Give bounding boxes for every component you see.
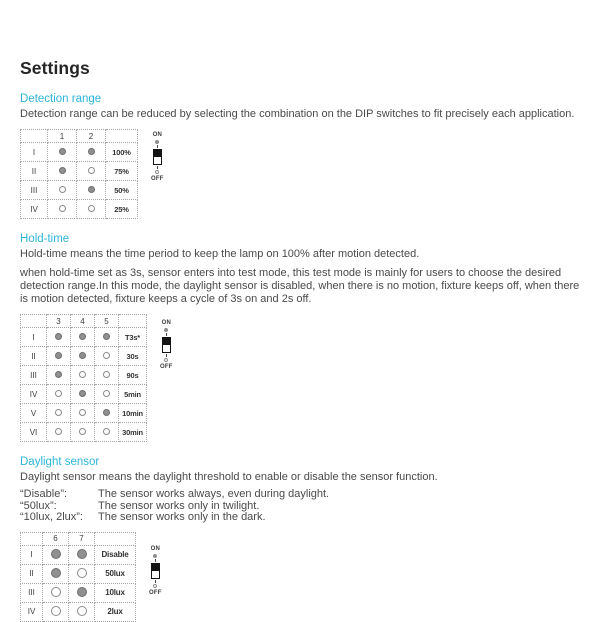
setting-value: T3s* xyxy=(119,328,147,347)
row-label: V xyxy=(21,404,47,423)
dip-tick-icon xyxy=(157,145,158,148)
table-header-row xyxy=(21,532,136,545)
column-header: 5 xyxy=(95,315,119,328)
switch-on-dot-icon xyxy=(79,390,86,397)
hold-time-description: Hold-time means the time period to keep the lamp on 100% after motion detected. xyxy=(20,248,420,260)
table-row xyxy=(21,328,147,347)
switch-state-cell xyxy=(71,404,95,423)
setting-value: 50lux xyxy=(95,564,136,583)
row-label: I xyxy=(21,143,48,162)
hold-time-table-block xyxy=(20,314,582,442)
switch-off-dot-icon xyxy=(88,205,95,212)
switch-state-cell xyxy=(48,200,77,219)
switch-on-dot-icon xyxy=(55,371,62,378)
dip-off-label: OFF xyxy=(151,176,164,182)
switch-state-cell xyxy=(77,200,106,219)
switch-off-dot-icon xyxy=(59,205,66,212)
switch-off-dot-icon xyxy=(103,390,110,397)
dip-slider-icon xyxy=(153,149,162,165)
switch-off-dot-icon xyxy=(77,606,87,616)
column-header xyxy=(119,315,147,328)
column-header: 3 xyxy=(47,315,71,328)
definition-term: “Disable”: xyxy=(20,488,68,500)
setting-value: 30s xyxy=(119,347,147,366)
switch-off-dot-icon xyxy=(55,390,62,397)
switch-state-cell xyxy=(69,602,95,621)
column-header: 2 xyxy=(77,130,106,143)
switch-state-cell xyxy=(71,328,95,347)
definition-desc: The sensor works always, even during daylight. xyxy=(98,488,330,500)
dip-on-dot-icon xyxy=(155,140,159,144)
row-label: II xyxy=(21,347,47,366)
column-header xyxy=(21,315,47,328)
switch-state-cell xyxy=(71,423,95,442)
column-header: 7 xyxy=(69,532,95,545)
row-label: IV xyxy=(21,602,43,621)
table-row xyxy=(21,162,138,181)
column-header: 6 xyxy=(43,532,69,545)
section-hold-time xyxy=(20,233,582,442)
definition-desc: The sensor works only in twilight. xyxy=(98,499,260,512)
table-header-row xyxy=(21,130,138,143)
switch-off-dot-icon xyxy=(79,428,86,435)
dip-switch-graphic xyxy=(151,131,164,183)
row-label: IV xyxy=(21,385,47,404)
switch-on-dot-icon xyxy=(59,148,66,155)
setting-value: 30min xyxy=(119,423,147,442)
table-row xyxy=(21,385,147,404)
switch-state-cell xyxy=(48,181,77,200)
row-label: I xyxy=(21,545,43,564)
definition-term: “50lux”: xyxy=(20,499,57,512)
switch-state-cell xyxy=(77,181,106,200)
table-row xyxy=(21,602,136,621)
switch-state-cell xyxy=(95,404,119,423)
switch-state-cell xyxy=(43,564,69,583)
switch-off-dot-icon xyxy=(103,371,110,378)
table-row xyxy=(21,545,136,564)
dip-on-label: ON xyxy=(161,320,171,326)
setting-value: Disable xyxy=(95,545,136,564)
dip-slider-icon xyxy=(162,337,171,353)
row-label: III xyxy=(21,366,47,385)
hold-time-table xyxy=(20,314,147,442)
setting-value: 25% xyxy=(106,200,138,219)
setting-value: 75% xyxy=(106,162,138,181)
definition-desc: The sensor works only in the dark. xyxy=(98,511,266,523)
dip-tick-icon xyxy=(155,559,156,562)
switch-state-cell xyxy=(77,162,106,181)
dip-off-dot-icon xyxy=(153,584,157,588)
daylight-sensor-table-block xyxy=(20,532,582,622)
row-label: IV xyxy=(21,200,48,219)
switch-on-dot-icon xyxy=(77,549,87,559)
switch-off-dot-icon xyxy=(103,428,110,435)
setting-value: 2lux xyxy=(95,602,136,621)
switch-state-cell xyxy=(95,366,119,385)
switch-off-dot-icon xyxy=(79,409,86,416)
column-header: 4 xyxy=(71,315,95,328)
switch-off-dot-icon xyxy=(51,587,61,597)
switch-off-dot-icon xyxy=(59,186,66,193)
dip-slider-icon xyxy=(151,563,160,579)
switch-state-cell xyxy=(69,545,95,564)
switch-state-cell xyxy=(43,583,69,602)
switch-state-cell xyxy=(47,423,71,442)
switch-state-cell xyxy=(48,162,77,181)
switch-state-cell xyxy=(95,347,119,366)
column-header xyxy=(21,532,43,545)
hold-time-test-mode-note: when hold-time set as 3s, sensor enters into test mode, this test mode is mainly for users to choose the desired detection range.In this mode, the daylight sensor is disabled, when there is no motion, fixture keeps off, when there is motion detected, fixture keeps a cycle of 3s on and 2s off. xyxy=(20,267,580,305)
definition-row xyxy=(20,512,582,524)
switch-state-cell xyxy=(43,545,69,564)
setting-value: 10lux xyxy=(95,583,136,602)
column-header xyxy=(21,130,48,143)
switch-off-dot-icon xyxy=(88,167,95,174)
dip-on-dot-icon xyxy=(153,554,157,558)
table-row xyxy=(21,200,138,219)
row-label: III xyxy=(21,583,43,602)
daylight-sensor-heading: Daylight sensor xyxy=(20,456,100,468)
section-detection-range xyxy=(20,93,582,219)
definition-term: “10lux, 2lux”: xyxy=(20,511,83,523)
switch-state-cell xyxy=(43,602,69,621)
dip-off-dot-icon xyxy=(155,170,159,174)
dip-switch-graphic xyxy=(149,545,162,597)
hold-time-heading: Hold-time xyxy=(20,233,70,245)
page-title: Settings xyxy=(20,58,90,78)
column-header xyxy=(106,130,138,143)
dip-on-dot-icon xyxy=(164,328,168,332)
dip-tick-icon xyxy=(166,333,167,336)
table-header-row xyxy=(21,315,147,328)
table-row xyxy=(21,564,136,583)
switch-state-cell xyxy=(95,423,119,442)
switch-on-dot-icon xyxy=(79,333,86,340)
dip-tick-icon xyxy=(155,580,156,583)
switch-on-dot-icon xyxy=(59,167,66,174)
table-row xyxy=(21,366,147,385)
definition-row xyxy=(20,489,582,501)
detection-range-table-block xyxy=(20,129,582,219)
switch-state-cell xyxy=(47,404,71,423)
switch-on-dot-icon xyxy=(51,568,61,578)
dip-switch-graphic xyxy=(160,319,173,371)
dip-off-label: OFF xyxy=(160,364,173,370)
switch-on-dot-icon xyxy=(55,352,62,359)
column-header: 1 xyxy=(48,130,77,143)
dip-tick-icon xyxy=(166,354,167,357)
table-row xyxy=(21,181,138,200)
switch-state-cell xyxy=(47,385,71,404)
switch-state-cell xyxy=(47,366,71,385)
switch-on-dot-icon xyxy=(88,148,95,155)
row-label: II xyxy=(21,564,43,583)
switch-off-dot-icon xyxy=(103,352,110,359)
switch-on-dot-icon xyxy=(103,409,110,416)
switch-state-cell xyxy=(71,385,95,404)
daylight-definitions xyxy=(20,489,582,524)
table-row xyxy=(21,404,147,423)
row-label: VI xyxy=(21,423,47,442)
switch-off-dot-icon xyxy=(51,606,61,616)
switch-state-cell xyxy=(47,328,71,347)
switch-off-dot-icon xyxy=(77,568,87,578)
dip-off-dot-icon xyxy=(164,358,168,362)
dip-on-label: ON xyxy=(150,545,160,552)
switch-state-cell xyxy=(95,385,119,404)
dip-on-label: ON xyxy=(152,132,162,138)
switch-on-dot-icon xyxy=(103,333,110,340)
daylight-sensor-description: Daylight sensor means the daylight threshold to enable or disable the sensor function. xyxy=(20,471,438,483)
switch-on-dot-icon xyxy=(79,352,86,359)
detection-range-description: Detection range can be reduced by selecting the combination on the DIP switches to fit precisely each application. xyxy=(20,108,575,120)
table-row xyxy=(21,423,147,442)
row-label: III xyxy=(21,181,48,200)
row-label: II xyxy=(21,162,48,181)
switch-on-dot-icon xyxy=(55,333,62,340)
setting-value: 90s xyxy=(119,366,147,385)
switch-on-dot-icon xyxy=(51,549,61,559)
switch-state-cell xyxy=(47,347,71,366)
switch-off-dot-icon xyxy=(55,428,62,435)
setting-value: 10min xyxy=(119,404,147,423)
switch-state-cell xyxy=(69,583,95,602)
dip-off-label: OFF xyxy=(149,589,162,596)
column-header xyxy=(95,532,136,545)
setting-value: 50% xyxy=(106,181,138,200)
switch-state-cell xyxy=(71,366,95,385)
section-daylight-sensor xyxy=(20,456,582,622)
dip-tick-icon xyxy=(157,166,158,169)
switch-on-dot-icon xyxy=(88,186,95,193)
detection-range-heading: Detection range xyxy=(20,93,102,105)
switch-state-cell xyxy=(77,143,106,162)
switch-off-dot-icon xyxy=(79,371,86,378)
table-row xyxy=(21,143,138,162)
switch-on-dot-icon xyxy=(77,587,87,597)
switch-state-cell xyxy=(69,564,95,583)
row-label: I xyxy=(21,328,47,347)
switch-off-dot-icon xyxy=(55,409,62,416)
switch-state-cell xyxy=(48,143,77,162)
switch-state-cell xyxy=(95,328,119,347)
setting-value: 100% xyxy=(106,143,138,162)
daylight-sensor-table xyxy=(20,532,136,622)
table-row xyxy=(21,583,136,602)
detection-range-table xyxy=(20,129,138,219)
table-row xyxy=(21,347,147,366)
setting-value: 5min xyxy=(119,385,147,404)
switch-state-cell xyxy=(71,347,95,366)
